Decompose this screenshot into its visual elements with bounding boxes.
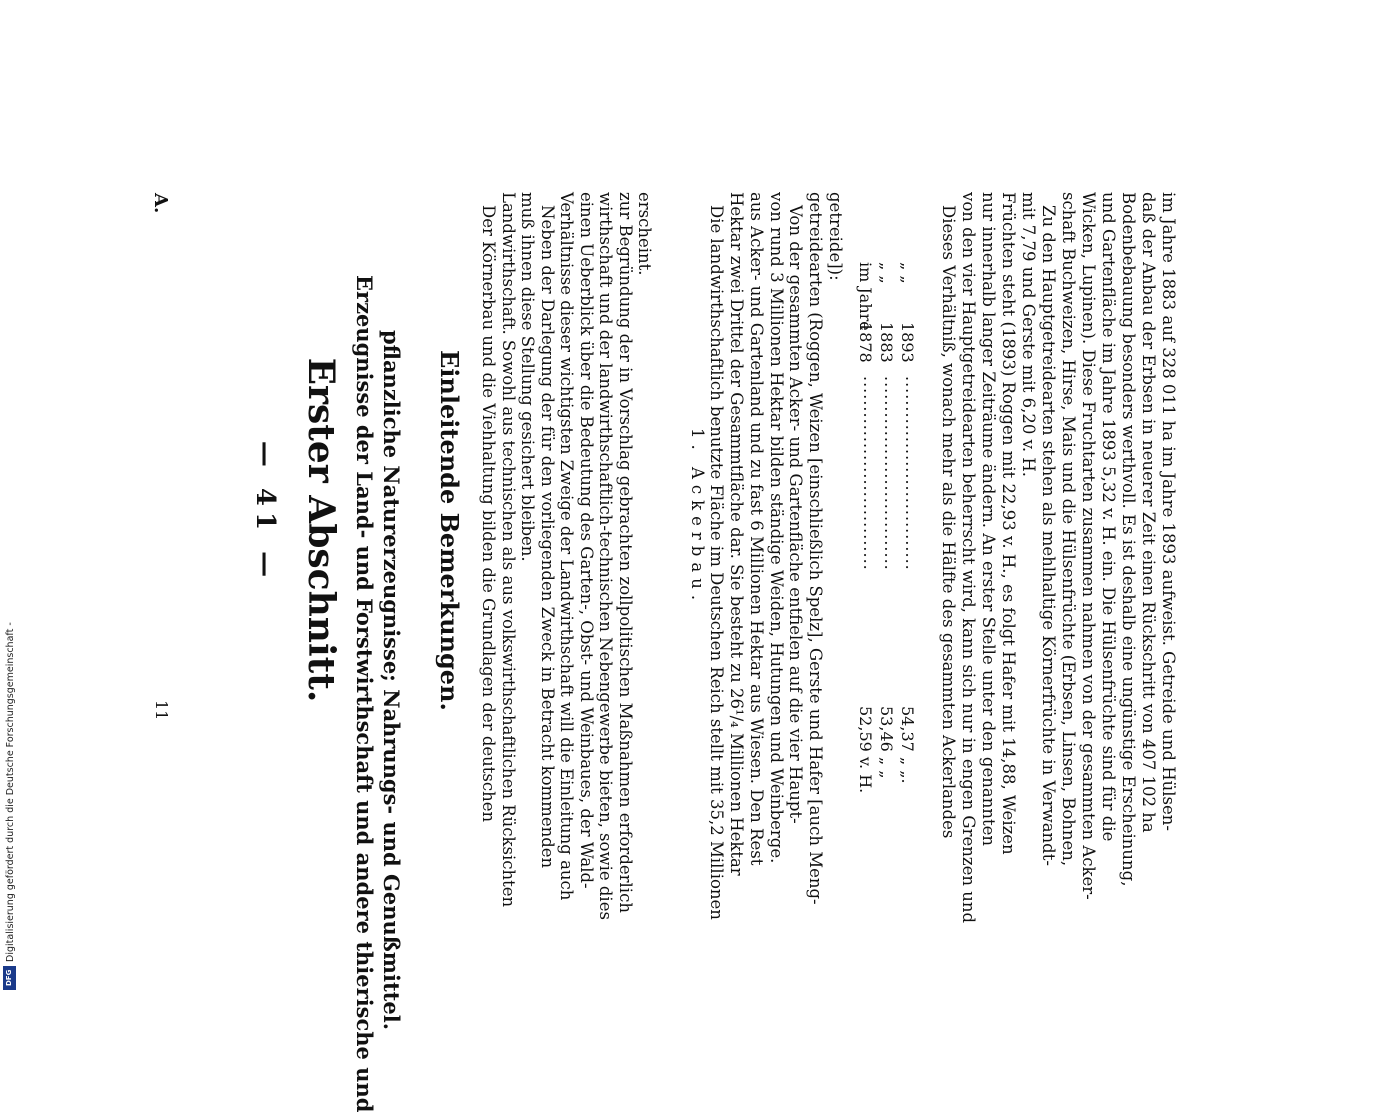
- stat-leader: ................................: [860, 376, 879, 571]
- stat-label: „ „: [877, 262, 896, 284]
- stat-year: 1878: [856, 322, 875, 363]
- dfg-logo: DFG: [3, 966, 16, 990]
- subheading-line-1: Erzeugnisse der Land- und Forstwirthschaft und andere thierische und: [352, 275, 377, 1112]
- paragraph-line: Verhältnisse dieser wichtigsten Zweige der Landwirthschaft will die Einleitung auch: [557, 192, 576, 901]
- paragraph-line: einen Ueberblick über die Bedeutung des Garten-, Obst- und Weinbaues, der Wald-: [577, 192, 596, 889]
- stat-value: 52,59 v. H.: [856, 706, 875, 794]
- paragraph-line: und Gartenfläche im Jahre 1893 5,32 v. H. ein. Die Hülsenfrüchte sind für die: [1099, 192, 1118, 842]
- paragraph-line: Früchten steht (1893) Roggen mit 22,93 v. H., es folgt Hafer mit 14,88, Weizen: [999, 192, 1018, 855]
- paragraph-line: mit 7,79 und Gerste mit 6,20 v. H.: [1019, 192, 1038, 478]
- paragraph-line: im Jahre 1883 auf 328 011 ha im Jahre 1893 aufweist. Getreide und Hülsen-: [1159, 192, 1178, 831]
- paragraph-line: von rund 3 Millionen Hektar bilden ständige Weiden, Hutungen und Weinberge.: [767, 192, 786, 864]
- subheading-line-2: pflanzliche Naturerzeugnisse; Nahrungs- und Genußmittel.: [379, 330, 404, 1031]
- paragraph-line: zur Begründung der in Vorschlag gebrachten zollpolitischen Maßnahmen erforderlich: [616, 192, 635, 913]
- paragraph-line: von den vier Hauptgetreidearten beherrscht wird, kann sich nur in engen Grenzen und: [959, 192, 978, 924]
- signature-mark-left: A.: [150, 193, 171, 214]
- stat-label: „ „: [898, 262, 917, 284]
- stat-year: 1883: [877, 322, 896, 363]
- paragraph-line: nur innerhalb langer Zeiträume ändern. An erster Stelle unter den genannten: [979, 192, 998, 846]
- paragraph-line: Hektar zwei Drittel der Gesammtfläche dar. Sie besteht zu 26¹/₄ Millionen Hektar: [727, 192, 746, 876]
- stat-label: im Jahre: [856, 262, 875, 331]
- paragraph-line: Von der gesammten Acker- und Gartenfläche entfielen auf die vier Haupt-: [786, 205, 805, 824]
- footer-credit: Digitalisierung gefördert durch die Deutsche Forschungsgemeinschaft -: [5, 622, 16, 962]
- paragraph-line: Neben der Darlegung der für den vorliegenden Zweck in Betracht kommenden: [538, 205, 557, 869]
- stat-row: [877, 262, 900, 816]
- stat-year: 1893: [898, 322, 917, 363]
- paragraph-line: wirthschaft und der landwirthschaftlich-technischen Nebengewerbe bieten, sowie dies: [596, 192, 615, 920]
- stat-leader: ................................: [881, 376, 900, 571]
- paragraph-line: Bodenbebauung besonders werthvoll. Es ist deshalb eine ungünstige Erscheinung,: [1119, 192, 1138, 887]
- stat-leader: ................................: [902, 376, 921, 571]
- paragraph-line: schaft Buchweizen, Hirse, Mais und die Hülsenfrüchte (Erbsen, Linsen, Bohnen,: [1059, 192, 1078, 867]
- paragraph-line: Dieses Verhältniß, wonach mehr als die Hälfte des gesammten Ackerlandes: [939, 205, 958, 839]
- paragraph-line: getreidearten (Roggen, Weizen [einschließlich Spelz], Gerste und Hafer [auch Meng-: [806, 192, 825, 905]
- paragraph-line: getreide]):: [826, 192, 845, 281]
- stat-value: 54,37 „ „.: [898, 706, 917, 784]
- stat-row: [856, 262, 879, 816]
- stat-value: 53,46 „ „: [877, 706, 896, 779]
- digitization-credit: [0, 0, 20, 1000]
- paragraph-line: Die landwirthschaftlich benutzte Fläche im Deutschen Reich stellt mit 35,2 Millionen: [707, 205, 726, 920]
- paragraph-line: muß ihnen diese Stellung gesichert bleiben.: [518, 192, 537, 562]
- paragraph-line: aus Acker- und Gartenland und zu fast 6 Millionen Hektar aus Wiesen. Den Rest: [747, 192, 766, 866]
- stat-row: [898, 262, 921, 816]
- paragraph-line: Landwirthschaft. Sowohl aus technischen als aus volkswirthschaftlichen Rücksichten: [499, 192, 518, 908]
- section-title: Einleitende Bemerkungen.: [435, 350, 464, 711]
- paragraph-line: Wicken, Lupinen). Diese Fruchtarten zusammen nahmen von der gesammten Acker-: [1079, 192, 1098, 900]
- signature-mark-right: 11: [152, 700, 171, 721]
- subsection-title: 1. Ackerbau.: [688, 428, 707, 607]
- chapter-heading: Erster Abschnitt.: [300, 357, 342, 703]
- page-number: — 41 —: [250, 440, 280, 584]
- paragraph-line: erscheint.: [635, 192, 654, 276]
- paragraph-line: daß der Anbau der Erbsen in neuerer Zeit einen Rückschritt von 407 102 ha: [1139, 192, 1158, 833]
- paragraph-line: Zu den Hauptgetreidearten stehen als mehlhaltige Körnerfrüchte in Verwandt-: [1039, 205, 1058, 866]
- paragraph-line: Der Körnerbau und die Viehhaltung bilden die Grundlagen der deutschen: [479, 205, 498, 823]
